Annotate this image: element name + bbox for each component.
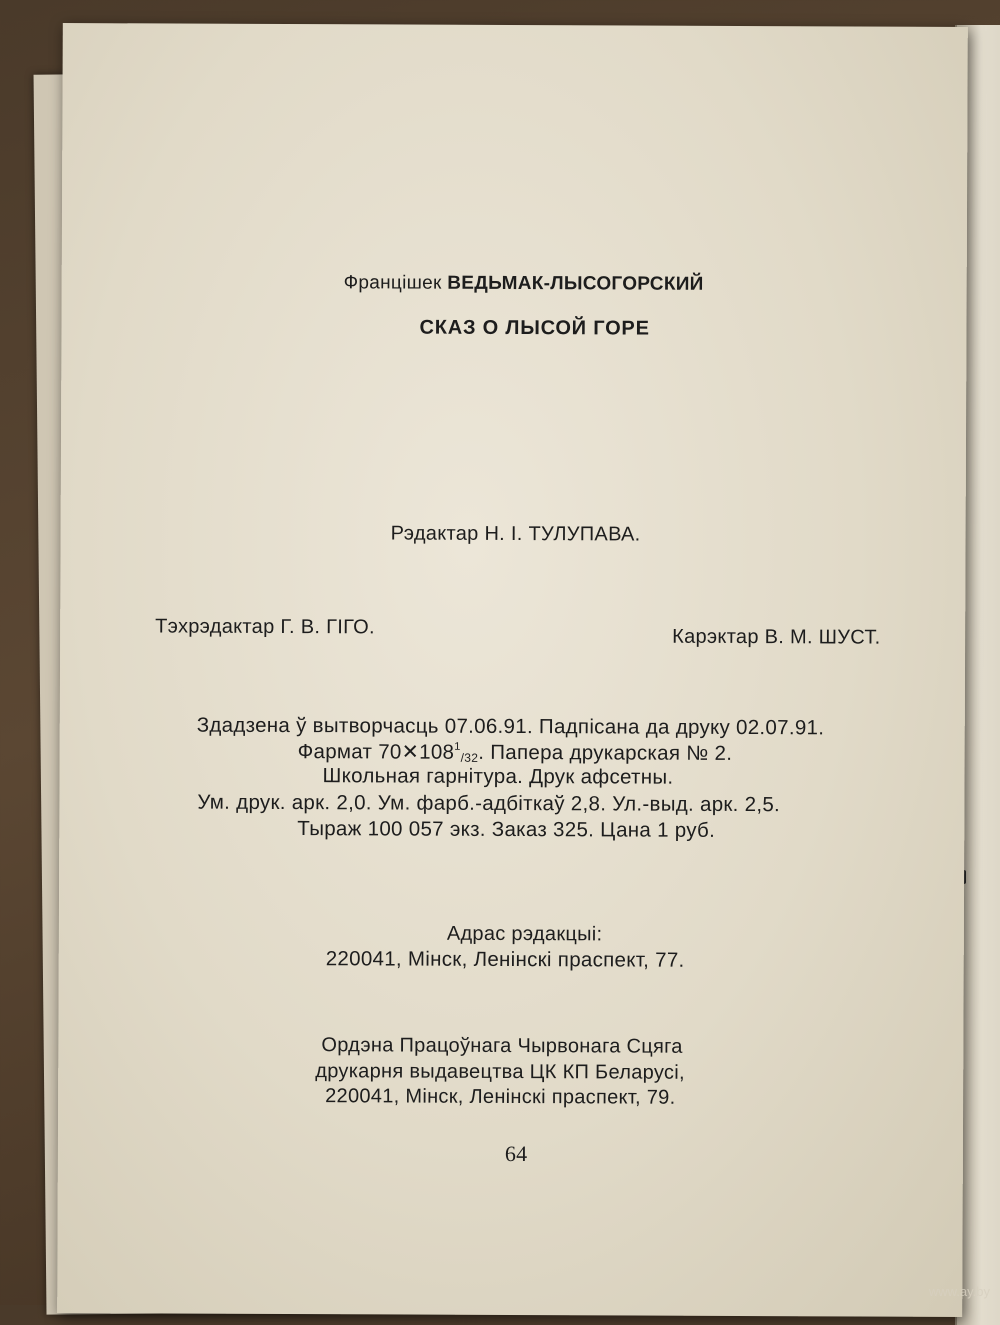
imprint-line-5: Тыраж 100 057 экз. Заказ 325. Цана 1 руб.: [297, 817, 716, 842]
book-page: [57, 23, 968, 1317]
book-title: СКАЗ О ЛЫСОЙ ГОРЕ: [419, 316, 650, 340]
address-value: 220041, Мінск, Ленінскі праспект, 77.: [325, 947, 685, 972]
imprint-line-3: Школьная гарнітура. Друк афсетны.: [322, 764, 674, 789]
imprint-line-1: Здадзена ў вытворчасць 07.06.91. Падпісана да друку 02.07.91.: [196, 713, 825, 740]
printer-line-3: 220041, Мінск, Ленінскі праспект, 79.: [325, 1085, 676, 1109]
editor-credit: Рэдактар Н. І. ТУЛУПАВА.: [390, 522, 641, 546]
imprint-line-4: Ум. друк. арк. 2,0. Ум. фарб.-адбіткаў 2,8. Ул.-выд. арк. 2,5.: [197, 790, 781, 817]
printer-line-1: Ордэна Працоўнага Чырвонага Сцяга: [321, 1034, 683, 1058]
author-line: [344, 272, 704, 296]
corrector-credit: Карэктар В. М. ШУСТ.: [672, 625, 881, 649]
address-label: Адрас рэдакцыі:: [446, 922, 603, 946]
site-watermark: www.ay.by: [928, 1284, 990, 1299]
author-last-name: ВЕДЬМАК-ЛЫСОГОРСКИЙ: [447, 272, 704, 295]
printer-line-2: друкарня выдавецтва ЦК КП Беларусі,: [315, 1060, 685, 1084]
tech-editor-credit: Тэхрэдактар Г. В. ГІГО.: [155, 615, 375, 639]
page-number: 64: [504, 1140, 528, 1167]
imprint-line-2: Фармат $70✕108^1_{/32}$. Папера друкарская № 2.: [297, 740, 733, 765]
author-first-name: Францішек: [343, 272, 442, 294]
